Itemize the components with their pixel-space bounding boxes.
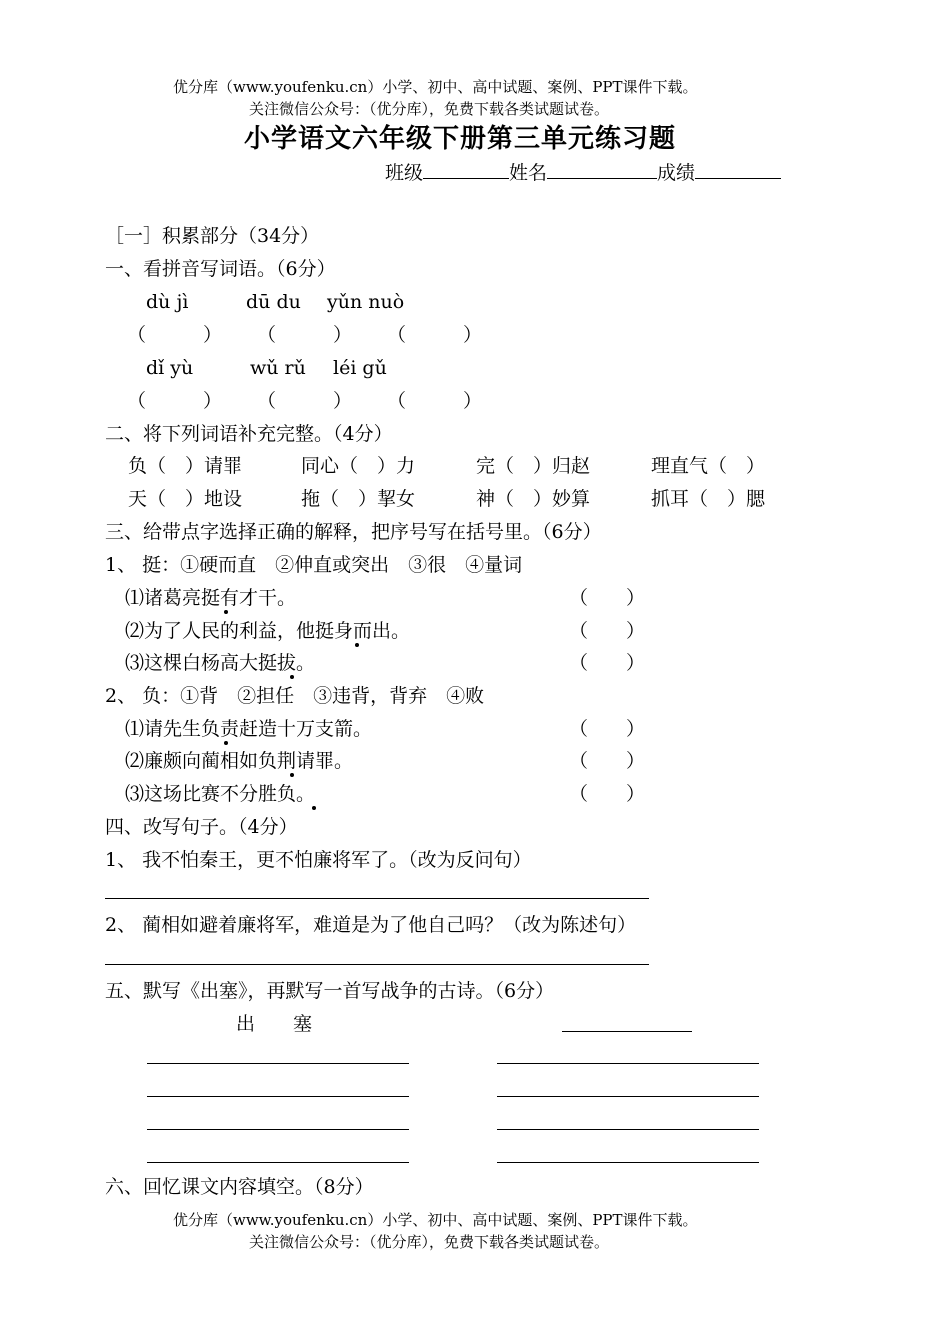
- class-blank[interactable]: [423, 160, 509, 179]
- q6-heading: 六、回忆课文内容填空。（8分）: [105, 1176, 374, 1198]
- q2-heading: 二、将下列词语补充完整。（4分）: [105, 423, 393, 445]
- footer-line-1: 优分库（www.youfenku.cn）小学、初中、高中试题、案例、PPT课件下载。: [173, 1211, 698, 1229]
- emphasis-dot: [355, 643, 359, 647]
- q3-item-4: ⑴请先生负责赶造十万支箭。: [125, 718, 373, 740]
- pinyin-3: yǔn nuò: [327, 291, 405, 313]
- pinyin-2: dū du: [246, 291, 301, 313]
- part1-heading: ［一］积累部分（34分）: [105, 225, 320, 247]
- emphasis-dot: [312, 806, 316, 810]
- name-blank[interactable]: [547, 160, 657, 179]
- pinyin-6: léi gǔ: [333, 357, 387, 379]
- pinyin-5: wǔ rǔ: [250, 357, 306, 379]
- q3-answer-1[interactable]: （ ）: [569, 587, 646, 609]
- q1-answer-6[interactable]: （ ）: [387, 390, 483, 412]
- q3-item-5: ⑵廉颇向蔺相如负荆请罪。: [125, 750, 354, 772]
- q4-answer-line-1[interactable]: [105, 898, 649, 899]
- q3-item-3: ⑶这棵白杨高大挺拔。: [125, 652, 316, 674]
- idiom-1[interactable]: 负（ ）请罪: [128, 455, 243, 477]
- pinyin-1: dù jì: [146, 291, 189, 313]
- q1-answer-3[interactable]: （ ）: [387, 324, 483, 346]
- q3-group2-head: 2、 负：①背 ②担任 ③违背，背弃 ④败: [105, 685, 485, 707]
- poem-line-right-3[interactable]: [497, 1129, 759, 1130]
- q4-heading: 四、改写句子。（4分）: [105, 816, 298, 838]
- q3-item-6: ⑶这场比赛不分胜负。: [125, 783, 316, 805]
- q3-answer-3[interactable]: （ ）: [569, 652, 646, 674]
- q3-group1-head: 1、 挺：①硬而直 ②伸直或突出 ③很 ④量词: [105, 554, 523, 576]
- header-line-1: 优分库（www.youfenku.cn）小学、初中、高中试题、案例、PPT课件下载。: [173, 78, 698, 96]
- poem-line-right-2[interactable]: [497, 1096, 759, 1097]
- poem-line-left-2[interactable]: [147, 1096, 409, 1097]
- poem-line-left-1[interactable]: [147, 1063, 409, 1064]
- emphasis-dot: [290, 675, 294, 679]
- emphasis-dot: [224, 610, 228, 614]
- poem-line-right-4[interactable]: [497, 1162, 759, 1163]
- poem-line-left-4[interactable]: [147, 1162, 409, 1163]
- poem-line-right-1[interactable]: [497, 1063, 759, 1064]
- q3-heading: 三、给带点字选择正确的解释，把序号写在括号里。（6分）: [105, 521, 602, 543]
- q3-item-2: ⑵为了人民的利益，他挺身而出。: [125, 620, 411, 642]
- q3-answer-4[interactable]: （ ）: [569, 718, 646, 740]
- idiom-5[interactable]: 天（ ）地设: [128, 488, 243, 510]
- idiom-2[interactable]: 同心（ ）力: [301, 455, 416, 477]
- q3-item-1: ⑴诸葛亮挺有才干。: [125, 587, 297, 609]
- q1-heading: 一、看拼音写词语。（6分）: [105, 258, 336, 280]
- q3-answer-2[interactable]: （ ）: [569, 620, 646, 642]
- idiom-4[interactable]: 理直气（ ）: [651, 455, 766, 477]
- name-label: 姓名: [509, 162, 548, 184]
- idiom-6[interactable]: 拖（ ）挈女: [301, 488, 416, 510]
- footer-line-2: 关注微信公众号：（优分库），免费下载各类试题试卷。: [249, 1233, 610, 1251]
- pinyin-4: dǐ yù: [146, 357, 194, 379]
- poem-title-blank[interactable]: [562, 1031, 692, 1032]
- header-line-2: 关注微信公众号：（优分库），免费下载各类试题试卷。: [249, 100, 610, 118]
- student-info: [385, 160, 781, 185]
- score-label: 成绩: [657, 162, 696, 184]
- emphasis-dot: [290, 773, 294, 777]
- q4-item-2: 2、 蔺相如避着廉将军，难道是为了他自己吗？（改为陈述句）: [105, 914, 637, 936]
- idiom-7[interactable]: 神（ ）妙算: [476, 488, 591, 510]
- idiom-8[interactable]: 抓耳（ ）腮: [651, 488, 766, 510]
- emphasis-dot: [224, 741, 228, 745]
- poem-line-left-3[interactable]: [147, 1129, 409, 1130]
- class-label: 班级: [385, 162, 424, 184]
- page-title: 小学语文六年级下册第三单元练习题: [244, 124, 677, 154]
- q1-answer-4[interactable]: （ ）: [127, 390, 223, 412]
- q3-answer-6[interactable]: （ ）: [569, 783, 646, 805]
- q1-answer-2[interactable]: （ ）: [257, 324, 353, 346]
- q1-answer-5[interactable]: （ ）: [257, 390, 353, 412]
- q4-answer-line-2[interactable]: [105, 964, 649, 965]
- q5-heading: 五、默写《出塞》，再默写一首写战争的古诗。（6分）: [105, 980, 555, 1002]
- idiom-3[interactable]: 完（ ）归赵: [476, 455, 591, 477]
- q4-item-1: 1、 我不怕秦王，更不怕廉将军了。（改为反问句）: [105, 849, 532, 871]
- q3-answer-5[interactable]: （ ）: [569, 750, 646, 772]
- score-blank[interactable]: [695, 160, 781, 179]
- q1-answer-1[interactable]: （ ）: [127, 324, 223, 346]
- poem-title: 出 塞: [236, 1013, 313, 1035]
